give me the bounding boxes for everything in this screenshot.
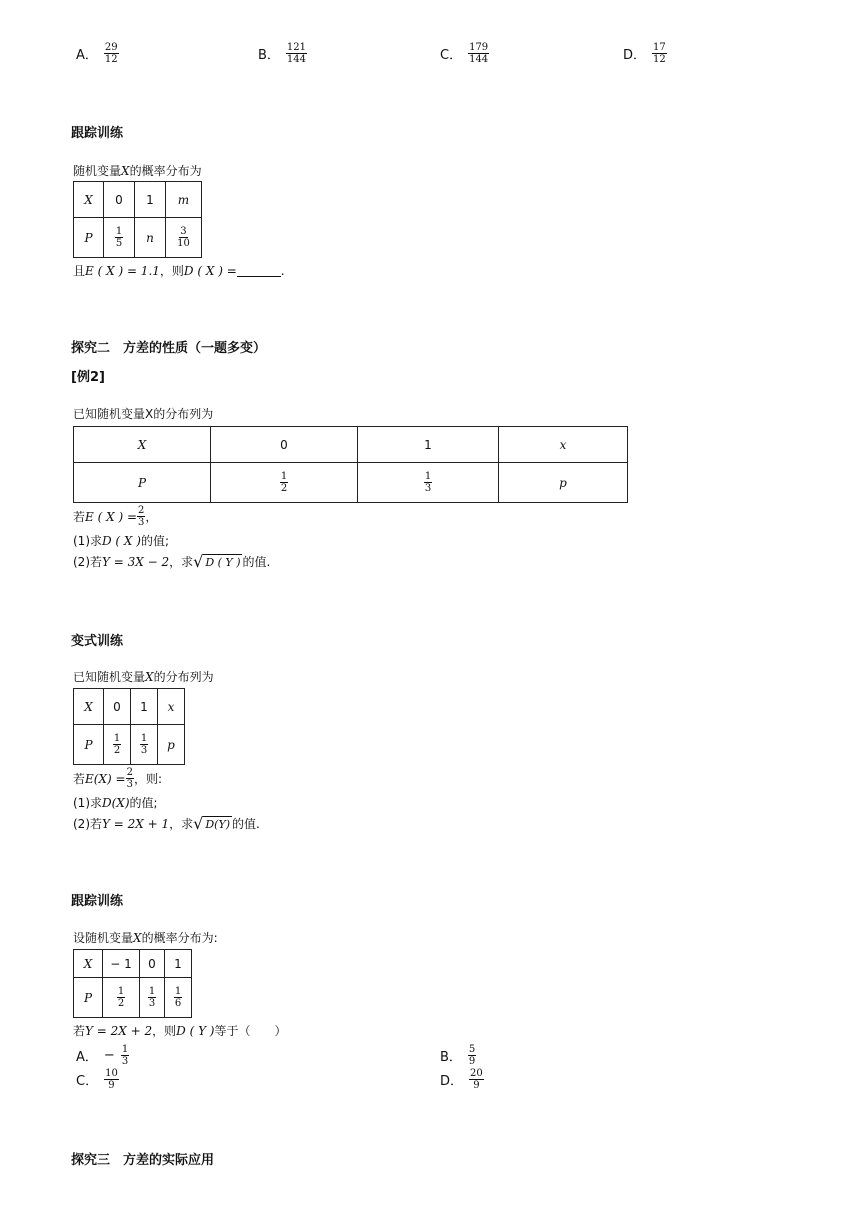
section2-cond-expr: E ( X ) = xyxy=(85,509,137,524)
section3-sqrt xyxy=(193,813,232,833)
section4-p0-den: 3 xyxy=(148,998,156,1009)
section4-p1-num: 1 xyxy=(174,986,182,997)
option-b-fraction xyxy=(286,42,307,65)
section4-fraction-pneg1 xyxy=(117,986,125,1009)
section4-cond-expr: Y = 2X + 2 xyxy=(85,1023,153,1038)
section4-cell-x1: 1 xyxy=(165,950,192,978)
section3-cond-den: 3 xyxy=(126,779,133,790)
option-c-label: C． xyxy=(440,48,463,63)
section4-table-row-x xyxy=(74,950,192,978)
option-a-num: 29 xyxy=(104,42,118,53)
option-d-fraction xyxy=(652,42,667,65)
sqrt-symbol-icon: √ xyxy=(193,551,204,571)
section4-intro xyxy=(73,929,218,946)
section2-p1-den: 3 xyxy=(424,483,432,494)
section4-cell-x0: 0 xyxy=(140,950,165,978)
section3-table-row-p xyxy=(74,725,185,765)
section3-q2-expr: Y = 2X + 1 xyxy=(102,816,170,831)
section2-p0-den: 2 xyxy=(280,483,288,494)
section3-q1-pre: (1)求 xyxy=(73,796,102,810)
option-b xyxy=(258,42,307,65)
section2-p1-num: 1 xyxy=(424,471,432,482)
section2-q1-post: 的值; xyxy=(140,534,170,548)
section3-cond-post: ，则: xyxy=(133,772,162,786)
section3-intro-post: 的分布列为 xyxy=(153,670,214,684)
section4-option-a-sign: − xyxy=(103,1048,115,1063)
section4-option-c xyxy=(76,1068,119,1091)
answer-blank[interactable] xyxy=(237,264,281,277)
section3-cell-x0: 0 xyxy=(104,689,131,725)
sqrt-symbol-icon: √ xyxy=(193,813,204,833)
section2-condition xyxy=(73,505,157,528)
section2-cell-p1 xyxy=(358,463,499,503)
section3-cond-pre: 若 xyxy=(73,772,86,786)
section1-cond-pre: 且 xyxy=(73,264,86,278)
section4-option-a-fraction xyxy=(121,1044,129,1067)
section4-condition xyxy=(73,1022,287,1039)
option-a-label: A． xyxy=(76,48,98,63)
section1-fraction-p0 xyxy=(115,226,123,249)
section2-q2-pre: (2)若 xyxy=(73,555,102,569)
option-b-den: 144 xyxy=(286,54,307,65)
section2-q1-pre: (1)求 xyxy=(73,534,102,548)
section3-p0-den: 2 xyxy=(113,745,121,756)
section1-cell-x1: 1 xyxy=(135,182,166,218)
section4-option-c-den: 9 xyxy=(108,1080,115,1091)
section4-intro-post: 的概率分布为: xyxy=(141,931,218,945)
section2-table xyxy=(73,426,628,503)
section4-cell-p-head: P xyxy=(74,978,103,1018)
section2-question2 xyxy=(73,553,270,570)
section2-q2-post: 的值. xyxy=(242,555,271,569)
section4-heading: 跟踪训练 xyxy=(71,894,124,909)
section1-fraction-pm xyxy=(176,226,191,249)
section3-cell-p0 xyxy=(104,725,131,765)
section4-option-b-num: 5 xyxy=(468,1044,476,1055)
section4-cond-expr2: D ( Y ) xyxy=(176,1023,215,1038)
section2-cell-x1: 1 xyxy=(358,427,499,463)
section2-intro: 已知随机变量X的分布列为 xyxy=(73,407,214,421)
section4-cell-p1 xyxy=(165,978,192,1018)
section2-cell-xx: x xyxy=(499,427,628,463)
section1-cell-p0 xyxy=(104,218,135,258)
section3-q2-mid: ，求 xyxy=(169,817,194,831)
section3-intro xyxy=(73,668,214,685)
section3-cond-expr: E(X) = xyxy=(85,771,126,786)
section1-pm-den: 10 xyxy=(177,238,190,249)
section3-cond-num: 2 xyxy=(126,767,133,778)
option-d-label: D． xyxy=(623,48,647,63)
section2-cond-den: 3 xyxy=(138,517,145,528)
section3-fraction-p1 xyxy=(140,733,148,756)
section2-heading: 探究二 方差的性质（一题多变） xyxy=(71,341,267,356)
section4-table-row-p xyxy=(74,978,192,1018)
section1-cell-x-head: X xyxy=(74,182,104,218)
section4-option-a-den: 3 xyxy=(121,1056,129,1067)
section2-cell-x-head: X xyxy=(74,427,211,463)
option-a xyxy=(76,42,119,65)
section4-option-c-label: C． xyxy=(76,1074,99,1089)
section4-pneg1-den: 2 xyxy=(117,998,125,1009)
section4-option-b xyxy=(440,1044,476,1067)
section1-intro-var: X xyxy=(121,163,130,178)
section4-p1-den: 6 xyxy=(174,998,182,1009)
section4-cond-pre: 若 xyxy=(73,1024,86,1038)
section2-cell-p0 xyxy=(211,463,358,503)
section3-condition xyxy=(73,767,162,790)
section2-cond-post: ， xyxy=(145,510,158,524)
section2-sqrt xyxy=(193,551,242,571)
section3-intro-var: X xyxy=(145,669,154,684)
section1-p0-den: 5 xyxy=(115,238,123,249)
section4-fraction-p0 xyxy=(148,986,156,1009)
section1-table xyxy=(73,181,202,258)
section3-cell-xx: x xyxy=(158,689,185,725)
section2-q2-expr: Y = 3X − 2 xyxy=(102,554,170,569)
section4-option-d-label: D． xyxy=(440,1074,464,1089)
section3-heading: 变式训练 xyxy=(71,634,124,649)
section3-q1-post: 的值; xyxy=(129,796,158,810)
section1-cell-xm: m xyxy=(166,182,202,218)
section1-cell-x0: 0 xyxy=(104,182,135,218)
section4-option-d-den: 9 xyxy=(473,1080,480,1091)
section2-table-row-p xyxy=(74,463,628,503)
section3-cell-x1: 1 xyxy=(131,689,158,725)
section1-cond-mid: ，则 xyxy=(159,264,184,278)
section4-option-c-num: 10 xyxy=(105,1068,118,1079)
section1-table-row-x xyxy=(74,182,202,218)
option-c-num: 179 xyxy=(469,42,489,53)
option-d-den: 12 xyxy=(653,54,666,65)
section2-cell-px: p xyxy=(499,463,628,503)
section2-cond-fraction xyxy=(137,505,145,528)
option-c-fraction xyxy=(468,42,489,65)
section1-cell-pm xyxy=(166,218,202,258)
section3-cond-fraction xyxy=(126,767,134,790)
section4-option-a xyxy=(76,1044,129,1067)
section4-cond-post: 等于（ ） xyxy=(214,1024,287,1038)
section4-option-d-fraction xyxy=(469,1068,484,1091)
option-b-num: 121 xyxy=(286,42,307,53)
option-b-label: B． xyxy=(258,48,280,63)
section3-sqrt-body: D(Y) xyxy=(205,817,230,831)
option-a-den: 12 xyxy=(104,54,118,65)
section2-question1 xyxy=(73,532,169,549)
section4-p0-num: 1 xyxy=(148,986,156,997)
section4-option-b-fraction xyxy=(468,1044,476,1067)
section4-option-a-label: A． xyxy=(76,1050,98,1065)
section1-cell-p-head: P xyxy=(74,218,104,258)
section4-pneg1-num: 1 xyxy=(117,986,125,997)
section3-cell-p-head: P xyxy=(74,725,104,765)
section2-cell-p-head: P xyxy=(74,463,211,503)
section2-p0-num: 1 xyxy=(280,471,288,482)
section2-q2-mid: ，求 xyxy=(169,555,194,569)
section3-fraction-p0 xyxy=(113,733,121,756)
section4-option-d-num: 20 xyxy=(470,1068,483,1079)
section2-fraction-p0 xyxy=(280,471,288,494)
option-d xyxy=(623,42,667,65)
section4-option-b-den: 9 xyxy=(468,1056,476,1067)
section3-p0-num: 1 xyxy=(113,733,121,744)
section3-question1 xyxy=(73,794,158,811)
section1-cell-p1: n xyxy=(135,218,166,258)
section4-option-d xyxy=(440,1068,484,1091)
section2-q1-expr: D ( X ) xyxy=(102,533,141,548)
section1-table-row-p xyxy=(74,218,202,258)
section4-intro-pre: 设随机变量 xyxy=(73,931,134,945)
section4-cell-x-head: X xyxy=(74,950,103,978)
section4-fraction-p1 xyxy=(174,986,182,1009)
section2-fraction-p1 xyxy=(424,471,432,494)
option-c xyxy=(440,42,489,65)
section1-cond-expr: E ( X ) = 1.1 xyxy=(85,263,160,278)
section3-q1-expr: D(X) xyxy=(102,795,130,810)
section3-cell-px: p xyxy=(158,725,185,765)
section2-example-label: [例2] xyxy=(71,370,105,385)
option-c-den: 144 xyxy=(469,54,489,65)
section1-intro xyxy=(73,162,202,179)
section3-intro-pre: 已知随机变量 xyxy=(73,670,146,684)
section4-cell-pneg1 xyxy=(103,978,140,1018)
section3-table-row-x xyxy=(74,689,185,725)
section4-cond-mid: ，则 xyxy=(152,1024,177,1038)
section4-option-b-label: B． xyxy=(440,1050,462,1065)
section1-heading: 跟踪训练 xyxy=(71,126,124,141)
section2-sqrt-body: D ( Y ) xyxy=(205,555,241,569)
section2-cond-num: 2 xyxy=(138,505,145,516)
section1-cond-post: . xyxy=(280,263,285,278)
section4-option-a-num: 1 xyxy=(121,1044,129,1055)
section2-cond-pre: 若 xyxy=(73,510,86,524)
section2-table-row-x xyxy=(74,427,628,463)
section1-p0-num: 1 xyxy=(115,226,123,237)
section3-p1-num: 1 xyxy=(140,733,148,744)
section3-q2-post: 的值. xyxy=(232,817,260,831)
section1-intro-post: 的概率分布为 xyxy=(129,164,202,178)
section5-heading: 探究三 方差的实际应用 xyxy=(71,1153,215,1168)
section1-condition xyxy=(73,262,285,279)
section1-pm-num: 3 xyxy=(180,226,187,237)
section3-table xyxy=(73,688,185,765)
section4-cell-p0 xyxy=(140,978,165,1018)
section1-intro-pre: 随机变量 xyxy=(73,164,122,178)
option-a-fraction xyxy=(104,42,119,65)
section2-cell-x0: 0 xyxy=(211,427,358,463)
section1-cond-expr2: D ( X ) = xyxy=(183,263,237,278)
section4-cell-xneg1: − 1 xyxy=(103,950,140,978)
section3-q2-pre: (2)若 xyxy=(73,817,102,831)
section3-cell-x-head: X xyxy=(74,689,104,725)
section4-option-c-fraction xyxy=(104,1068,119,1091)
section4-table xyxy=(73,949,192,1018)
section4-intro-var: X xyxy=(133,930,142,945)
option-d-num: 17 xyxy=(653,42,666,53)
section3-p1-den: 3 xyxy=(140,745,148,756)
section3-question2 xyxy=(73,815,260,832)
section3-cell-p1 xyxy=(131,725,158,765)
